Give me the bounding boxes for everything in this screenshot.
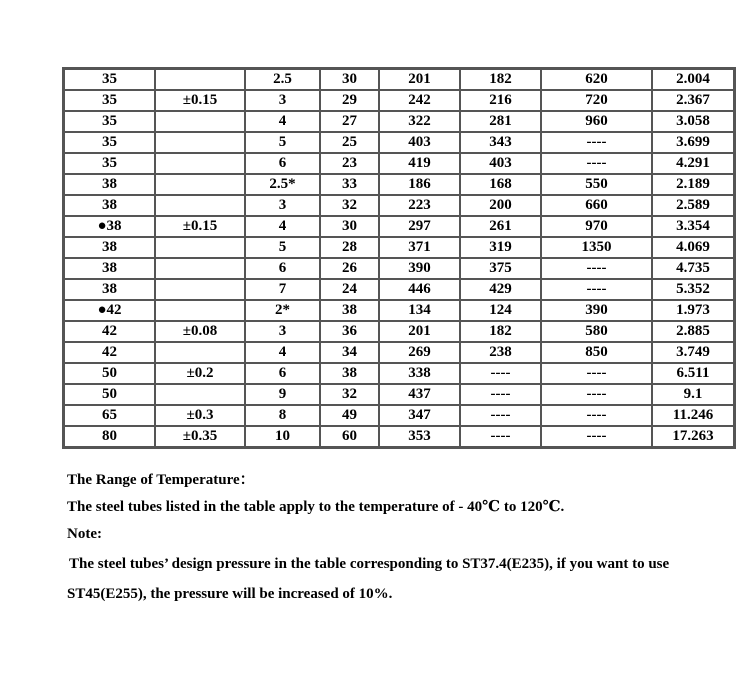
- pressure-table-container: [62, 67, 736, 449]
- table-cell: 26: [320, 258, 379, 279]
- table-cell: 4: [245, 342, 320, 363]
- table-cell: ----: [460, 405, 541, 426]
- table-cell: [155, 258, 245, 279]
- table-cell: 2.189: [652, 174, 734, 195]
- table-cell: 80: [64, 426, 155, 447]
- table-cell: 49: [320, 405, 379, 426]
- table-row: [64, 237, 734, 258]
- table-cell: 60: [320, 426, 379, 447]
- table-cell: 223: [379, 195, 460, 216]
- table-cell: 6: [245, 153, 320, 174]
- table-row: [64, 195, 734, 216]
- table-cell: 34: [320, 342, 379, 363]
- table-cell: ●38: [64, 216, 155, 237]
- table-cell: 3: [245, 90, 320, 111]
- table-cell: 168: [460, 174, 541, 195]
- table-cell: 38: [64, 174, 155, 195]
- table-cell: [155, 111, 245, 132]
- table-cell: 186: [379, 174, 460, 195]
- table-cell: 6: [245, 363, 320, 384]
- table-cell: 3.058: [652, 111, 734, 132]
- table-cell: 3.354: [652, 216, 734, 237]
- table-cell: 182: [460, 321, 541, 342]
- table-cell: 5: [245, 132, 320, 153]
- table-row: [64, 342, 734, 363]
- table-row: [64, 90, 734, 111]
- table-cell: [155, 279, 245, 300]
- table-cell: 24: [320, 279, 379, 300]
- table-cell: 4.735: [652, 258, 734, 279]
- table-cell: 850: [541, 342, 652, 363]
- table-cell: 5: [245, 237, 320, 258]
- table-cell: [155, 342, 245, 363]
- table-cell: 3.749: [652, 342, 734, 363]
- table-cell: 238: [460, 342, 541, 363]
- table-cell: 124: [460, 300, 541, 321]
- table-cell: 660: [541, 195, 652, 216]
- table-cell: 4: [245, 216, 320, 237]
- table-cell: 960: [541, 111, 652, 132]
- table-cell: 38: [320, 363, 379, 384]
- table-cell: 38: [64, 279, 155, 300]
- temperature-range-text: The steel tubes listed in the table apply to the temperature of - 40℃ to 120℃.: [67, 499, 565, 515]
- table-row: [64, 174, 734, 195]
- table-cell: 429: [460, 279, 541, 300]
- table-cell: 17.263: [652, 426, 734, 447]
- table-cell: 375: [460, 258, 541, 279]
- table-row: [64, 384, 734, 405]
- table-cell: 29: [320, 90, 379, 111]
- pressure-table: [62, 67, 736, 449]
- table-cell: 338: [379, 363, 460, 384]
- table-cell: 25: [320, 132, 379, 153]
- table-cell: 216: [460, 90, 541, 111]
- table-cell: 319: [460, 237, 541, 258]
- table-cell: ----: [541, 405, 652, 426]
- table-cell: 38: [64, 237, 155, 258]
- table-cell: 35: [64, 111, 155, 132]
- table-cell: 38: [64, 195, 155, 216]
- table-cell: 269: [379, 342, 460, 363]
- table-cell: ----: [541, 426, 652, 447]
- table-cell: ±0.15: [155, 90, 245, 111]
- table-cell: 4.069: [652, 237, 734, 258]
- table-cell: 620: [541, 69, 652, 90]
- table-cell: [155, 132, 245, 153]
- table-cell: 2.004: [652, 69, 734, 90]
- table-row: [64, 111, 734, 132]
- table-cell: 580: [541, 321, 652, 342]
- table-cell: 33: [320, 174, 379, 195]
- table-cell: ±0.3: [155, 405, 245, 426]
- note-heading: Note:: [67, 526, 102, 542]
- table-cell: 50: [64, 384, 155, 405]
- table-cell: 30: [320, 69, 379, 90]
- table-cell: [155, 300, 245, 321]
- table-cell: 134: [379, 300, 460, 321]
- table-cell: 9.1: [652, 384, 734, 405]
- table-row: [64, 300, 734, 321]
- table-cell: 42: [64, 342, 155, 363]
- table-cell: 201: [379, 69, 460, 90]
- table-cell: ----: [541, 153, 652, 174]
- table-cell: 7: [245, 279, 320, 300]
- table-row: [64, 321, 734, 342]
- table-cell: 1350: [541, 237, 652, 258]
- table-cell: 419: [379, 153, 460, 174]
- table-cell: 201: [379, 321, 460, 342]
- table-cell: 261: [460, 216, 541, 237]
- table-cell: 32: [320, 195, 379, 216]
- table-cell: ----: [541, 363, 652, 384]
- table-cell: 390: [541, 300, 652, 321]
- table-cell: 1.973: [652, 300, 734, 321]
- table-cell: 65: [64, 405, 155, 426]
- table-cell: ----: [460, 363, 541, 384]
- table-row: [64, 258, 734, 279]
- table-cell: 242: [379, 90, 460, 111]
- table-cell: 322: [379, 111, 460, 132]
- table-cell: ----: [541, 384, 652, 405]
- table-row: [64, 132, 734, 153]
- table-row: [64, 426, 734, 447]
- table-cell: ----: [460, 426, 541, 447]
- table-cell: 371: [379, 237, 460, 258]
- table-row: [64, 69, 734, 90]
- table-cell: ----: [541, 258, 652, 279]
- table-cell: 35: [64, 132, 155, 153]
- table-cell: 2*: [245, 300, 320, 321]
- table-row: [64, 279, 734, 300]
- table-cell: 36: [320, 321, 379, 342]
- table-cell: 403: [460, 153, 541, 174]
- table-cell: 3: [245, 195, 320, 216]
- table-cell: 35: [64, 153, 155, 174]
- table-cell: 353: [379, 426, 460, 447]
- table-cell: 390: [379, 258, 460, 279]
- table-cell: 403: [379, 132, 460, 153]
- table-cell: ----: [541, 132, 652, 153]
- table-cell: 347: [379, 405, 460, 426]
- table-row: [64, 153, 734, 174]
- table-cell: ±0.08: [155, 321, 245, 342]
- note-text-line-1: The steel tubes’ design pressure in the table corresponding to ST37.4(E235), if you want to use: [69, 556, 670, 572]
- table-cell: 35: [64, 69, 155, 90]
- table-cell: [155, 174, 245, 195]
- table-cell: [155, 153, 245, 174]
- table-cell: 27: [320, 111, 379, 132]
- table-cell: 2.5*: [245, 174, 320, 195]
- table-cell: [155, 69, 245, 90]
- table-cell: 32: [320, 384, 379, 405]
- table-cell: 3.699: [652, 132, 734, 153]
- table-cell: 23: [320, 153, 379, 174]
- table-cell: 297: [379, 216, 460, 237]
- table-cell: 550: [541, 174, 652, 195]
- table-cell: 38: [64, 258, 155, 279]
- table-cell: 28: [320, 237, 379, 258]
- table-cell: 970: [541, 216, 652, 237]
- table-cell: 11.246: [652, 405, 734, 426]
- table-cell: 2.589: [652, 195, 734, 216]
- note-text-line-2: ST45(E255), the pressure will be increased of 10%.: [67, 586, 393, 602]
- table-cell: ●42: [64, 300, 155, 321]
- table-cell: 182: [460, 69, 541, 90]
- table-cell: 5.352: [652, 279, 734, 300]
- table-cell: 10: [245, 426, 320, 447]
- table-cell: 2.5: [245, 69, 320, 90]
- table-cell: ----: [541, 279, 652, 300]
- table-cell: ----: [460, 384, 541, 405]
- table-cell: 720: [541, 90, 652, 111]
- table-cell: 343: [460, 132, 541, 153]
- table-cell: 50: [64, 363, 155, 384]
- table-row: [64, 216, 734, 237]
- table-cell: ±0.15: [155, 216, 245, 237]
- table-row: [64, 363, 734, 384]
- table-cell: 446: [379, 279, 460, 300]
- table-cell: [155, 237, 245, 258]
- table-cell: 9: [245, 384, 320, 405]
- table-cell: [155, 384, 245, 405]
- table-cell: 2.367: [652, 90, 734, 111]
- table-cell: 30: [320, 216, 379, 237]
- table-body: [64, 69, 734, 447]
- table-cell: 2.885: [652, 321, 734, 342]
- table-cell: 42: [64, 321, 155, 342]
- table-cell: [155, 195, 245, 216]
- table-cell: 4.291: [652, 153, 734, 174]
- table-cell: 6.511: [652, 363, 734, 384]
- table-cell: 437: [379, 384, 460, 405]
- table-cell: 200: [460, 195, 541, 216]
- table-cell: 6: [245, 258, 320, 279]
- temperature-range-heading: The Range of Temperature：: [67, 472, 255, 488]
- table-cell: 8: [245, 405, 320, 426]
- table-cell: ±0.35: [155, 426, 245, 447]
- table-cell: 38: [320, 300, 379, 321]
- table-row: [64, 405, 734, 426]
- table-cell: 4: [245, 111, 320, 132]
- table-cell: 3: [245, 321, 320, 342]
- table-cell: 281: [460, 111, 541, 132]
- table-cell: 35: [64, 90, 155, 111]
- table-cell: ±0.2: [155, 363, 245, 384]
